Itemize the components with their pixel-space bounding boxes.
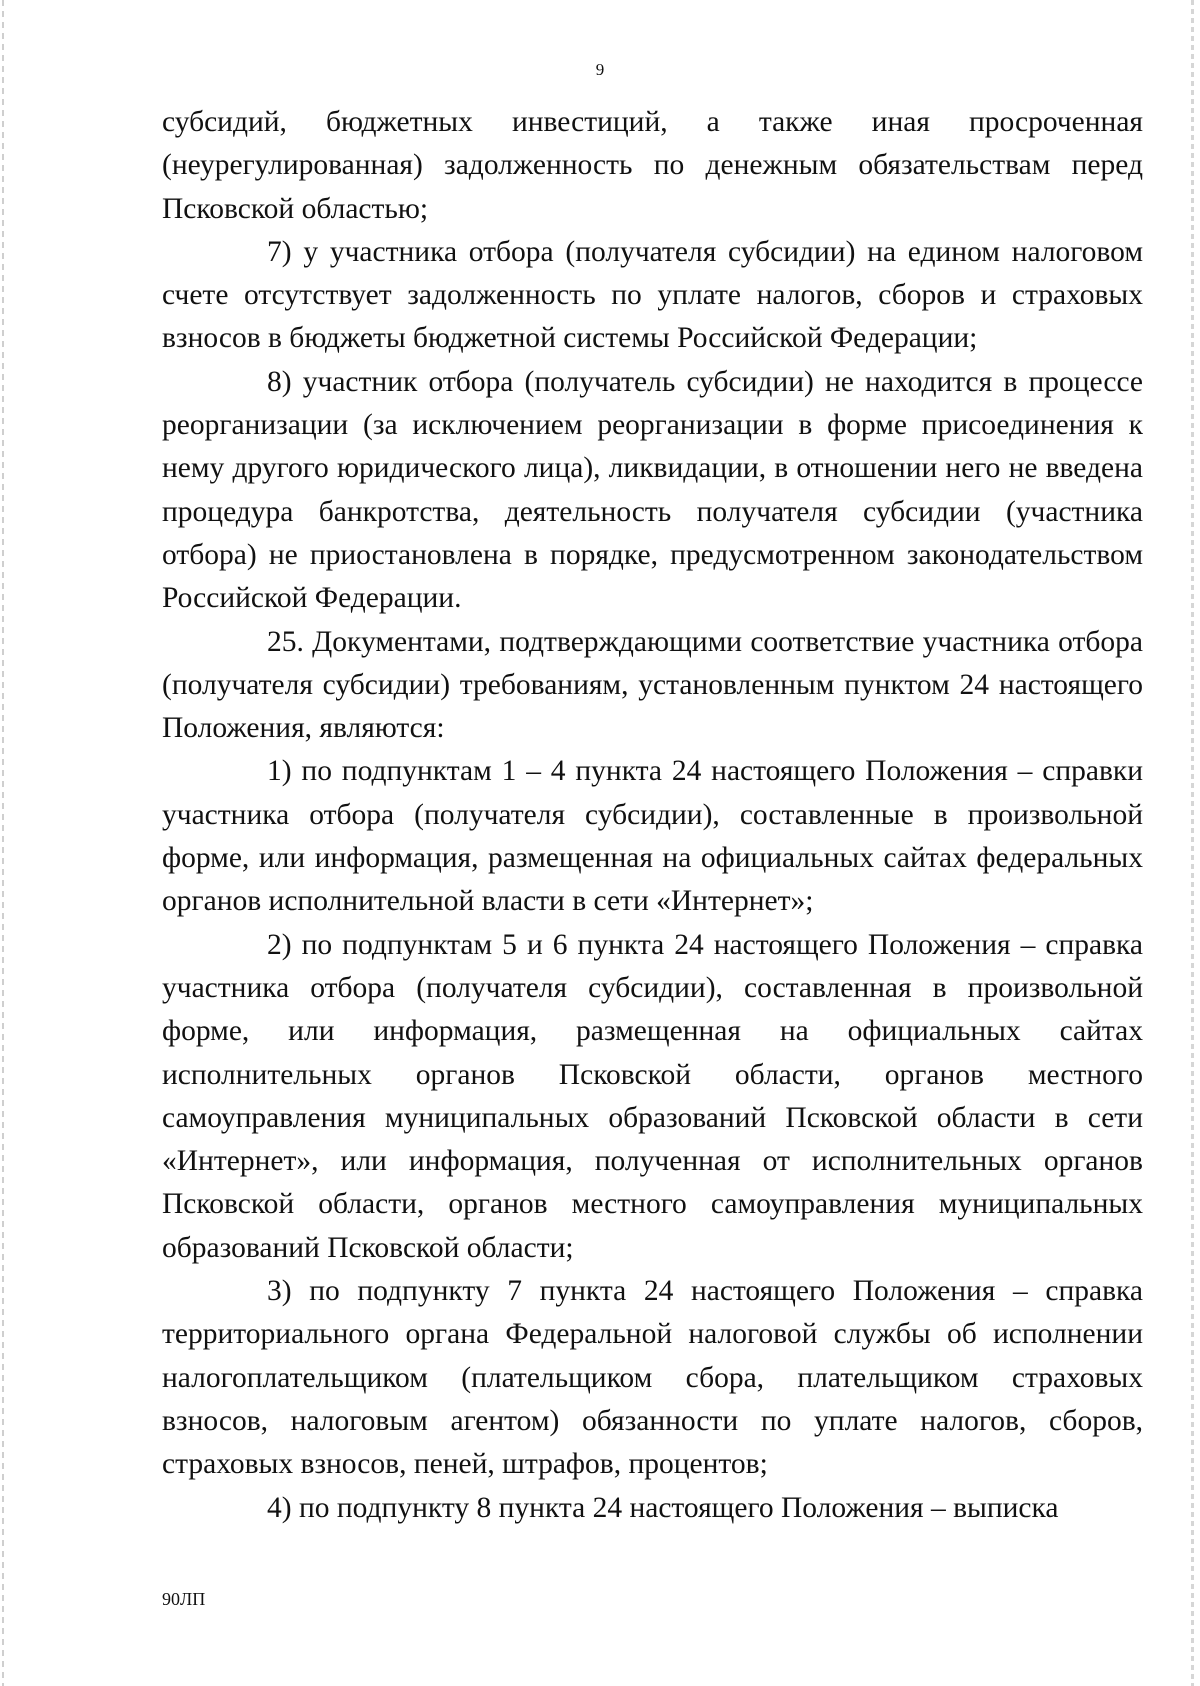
paragraph-subitem-3: 3) по подпункту 7 пункта 24 настоящего Положения – справка территориального органа Федеральной налоговой службы об исполнении налогоплательщиком (плательщиком сбора, плательщиком страховых взносов, налоговым агентом) обязанности по уплате налогов, сборов, страховых взносов, пеней, штрафов, процентов; — [162, 1275, 1143, 1481]
paragraph-continuation: субсидий, бюджетных инвестиций, а также иная просроченная (неурегулированная) задолженность по денежным обязательствам перед Псковской областью; — [162, 106, 1143, 225]
page-number: 9 — [595, 60, 605, 79]
paragraph-subitem-4: 4) по подпункту 8 пункта 24 настоящего Положения – выписка — [267, 1491, 1059, 1524]
document-code: 90ЛП — [162, 1589, 206, 1609]
paragraph-subitem-1: 1) по подпунктам 1 – 4 пункта 24 настоящего Положения – справки участника отбора (получателя субсидии), составленные в произвольной форме, или информация, размещенная на официальных сайтах федеральных органов исполнительной власти в сети «Интернет»; — [162, 755, 1143, 918]
document-body — [162, 101, 1143, 1530]
scan-edge-right — [1191, 0, 1194, 1686]
paragraph-item-7: 7) у участника отбора (получателя субсидии) на едином налоговом счете отсутствует задолженность по уплате налогов, сборов и страховых взносов в бюджеты бюджетной системы Российской Федерации; — [162, 235, 1143, 355]
paragraph-item-8: 8) участник отбора (получатель субсидии) не находится в процессе реорганизации (за исключением реорганизации в форме присоединения к нему другого юридического лица), ликвидации, в отношении него не введена процедура банкротства, деятельность получателя субсидии (участника отбора) не приостановлена в порядке, предусмотренном законодательством Российской Федерации. — [162, 365, 1143, 615]
paragraph-subitem-2: 2) по подпунктам 5 и 6 пункта 24 настоящего Положения – справка участника отбора (получателя субсидии), составленная в произвольной форме, или информация, размещенная на официальных сайтах исполнительных органов Псковской области, органов местного самоуправления муниципальных образований Псковской области в сети «Интернет», или информация, полученная от исполнительных органов Псковской области, органов местного самоуправления муниципальных образований Псковской области; — [162, 928, 1143, 1264]
paragraph-clause-25: 25. Документами, подтверждающими соответствие участника отбора (получателя субсидии) требованиям, установленным пунктом 24 настоящего Положения, являются: — [162, 625, 1143, 745]
scan-edge-left — [2, 0, 4, 1686]
